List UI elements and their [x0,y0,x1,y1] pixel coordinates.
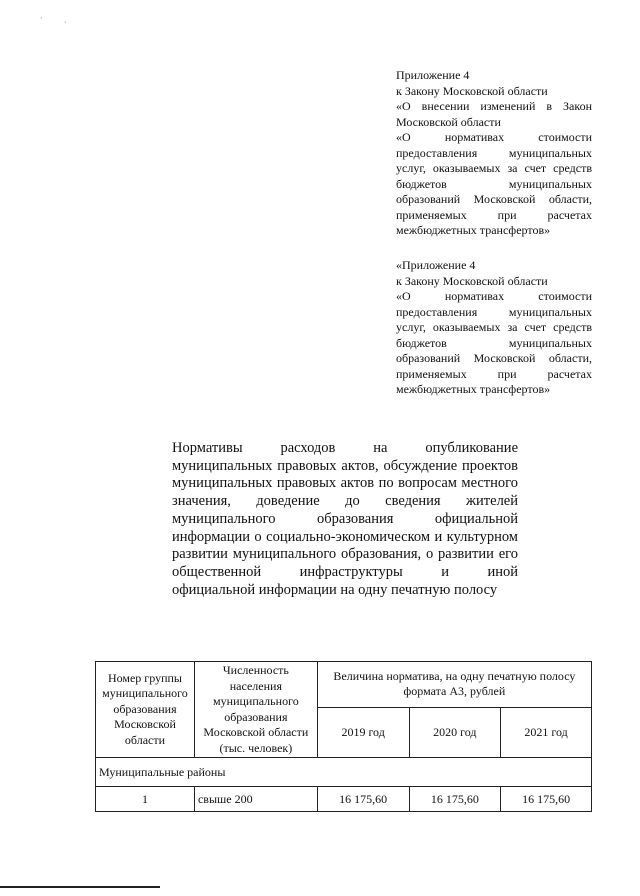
annex-header-line: «О нормативах стоимости предоставления муниципальных услуг, оказываемых за счет средств бюджетов муниципальных образований Московской области, применяемых при расчетах межбюджетных трансфертов» [396,130,592,237]
annex-quote-line: «Приложение 4 [396,258,476,272]
section-label: Муниципальные районы [96,758,592,787]
annex-header-line: к Закону Московской области [396,83,548,98]
table-section-row [96,758,592,787]
header-norm: Величина норматива, на одну печатную полосу формата А3, рублей [317,662,591,708]
document-title [172,440,518,599]
cell-value-2021: 16 175,60 [501,787,592,812]
annex-quote-line: к Закону Московской области [396,273,548,288]
cell-group: 1 [96,787,195,812]
annex-quote [396,258,592,398]
annex-header-line: «О внесении изменений в Закон Московской области [396,99,592,129]
document-title-text: Нормативы расходов на опубликование муниципальных правовых актов, обсуждение проектов муниципальных правовых актов по вопросам местного значения, доведение до сведения жителей муниципального образования официальной информации о социально-экономическом и культурном развитии муниципального образования, о развитии его общественной инфраструктуры и иной [172,440,518,580]
header-population: Численность населения муниципального образования Московской области (тыс. человек) [194,662,317,758]
norms-table [95,661,592,812]
cell-population: свыше 200 [194,787,317,812]
table-header-row [96,662,592,708]
header-group: Номер группы муниципального образования Московской области [96,662,195,758]
cell-value-2019: 16 175,60 [317,787,409,812]
annex-header [396,68,592,239]
cell-value-2020: 16 175,60 [409,787,501,812]
document-title-last-line: официальной информации на одну печатную полосу [172,581,498,598]
scan-speck: · [64,18,67,27]
scan-speck: · [40,14,43,23]
annex-quote-line: «О нормативах стоимости предоставления муниципальных услуг, оказываемых за счет средств бюджетов муниципальных образований Московской области, применяемых при расчетах межбюджетных трансфертов» [396,289,592,396]
header-year-2021: 2021 год [501,707,592,757]
annex-header-line: Приложение 4 [396,68,470,82]
header-year-2020: 2020 год [409,707,501,757]
footer-rule [0,886,160,888]
header-year-2019: 2019 год [317,707,409,757]
table-row [96,787,592,812]
